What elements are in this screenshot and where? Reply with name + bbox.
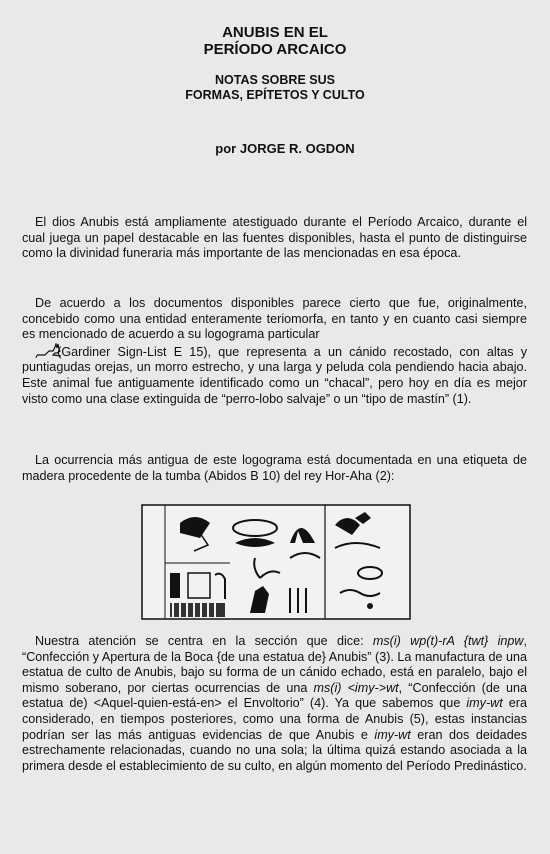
paragraph-1: El dios Anubis está ampliamente atestiguado durante el Período Arcaico, durante el cual juega un papel destacable en las fuentes disponibles, hasta el punto de distinguirse como la divinidad funeraria más importante de las mencionadas en esa época.: [22, 215, 527, 261]
paragraph-4-a-italic: ms(i) wp(t)-rA {twt} inpw: [372, 634, 524, 648]
paragraph-2: [22, 296, 527, 407]
paragraph-4-d: era considerado, en tiempos posteriores, como una forma de Anubis (5), estas instancias podrían ser las más antiguas evidencias de que Anubis e: [22, 696, 527, 742]
jackal-glyph-icon: [22, 343, 50, 358]
paragraph-4-b-italic: ms(i) <imy->wt: [313, 680, 399, 695]
paragraph-2-before-glyph: De acuerdo a los documentos disponibles parece cierto que fue, originalmente, concebido como una entidad enteramente teriomorfa, en tanto y en cuanto casi siempre es mencionado de acuerdo a su logograma particular: [22, 296, 527, 342]
paragraph-4: [22, 634, 527, 774]
paragraph-4-b: , “Confección y Apertura de la Boca {de una estatua de} Anubis” (3). La manufactura de una estatua de culto de Anubis, bajo su forma de un cánido echado, está en paralelo, bajo el mismo soberano, por ciertas ocurrencias de una: [22, 634, 527, 695]
paragraph-4-c-italic: imy-wt: [466, 696, 503, 711]
paragraph-4-e: eran dos deidades estrechamente relacionadas, cuando no una sola; la última quizá estando asociada a la primera desde el establecimiento de su culto, en algún momento del Período Predinástico.: [22, 727, 527, 773]
paragraph-4-c: , “Confección (de una estatua de) <Aquel-quien-está-en> el Envoltorio” (4). Ya que sabemos que: [22, 680, 527, 711]
paragraph-4-d-italic: imy-wt: [374, 727, 411, 742]
subtitle-line-2: FORMAS, EPÍTETOS Y CULTO: [185, 88, 365, 102]
author: por JORGE R. OGDON: [215, 141, 355, 156]
paragraph-4-a: Nuestra atención se centra en la sección que dice:: [35, 634, 373, 648]
title-line-2: PERÍODO ARCAICO: [203, 41, 347, 58]
paragraph-3: La ocurrencia más antigua de este logograma está documentada en una etiqueta de madera procedente de la tumba (Abidos B 10) del rey Hor-Aha (2):: [22, 453, 527, 483]
title-line-1: ANUBIS EN EL: [222, 24, 328, 41]
paragraph-2-after-glyph: (Gardiner Sign-List E 15), que representa a un cánido recostado, con altas y puntiagudas orejas, un morro estrecho, y una larga y peluda cola pendiendo hacia abajo. Este animal fue antiguamente identificado como un “chacal”, pero hoy en día es mejor visto como una clase extinguida de “perro-lobo salvaje” o un “tipo de mastín” (1).: [22, 344, 527, 406]
subtitle-line-1: NOTAS SOBRE SUS: [215, 73, 335, 87]
wooden-label-drawing: [140, 503, 412, 621]
